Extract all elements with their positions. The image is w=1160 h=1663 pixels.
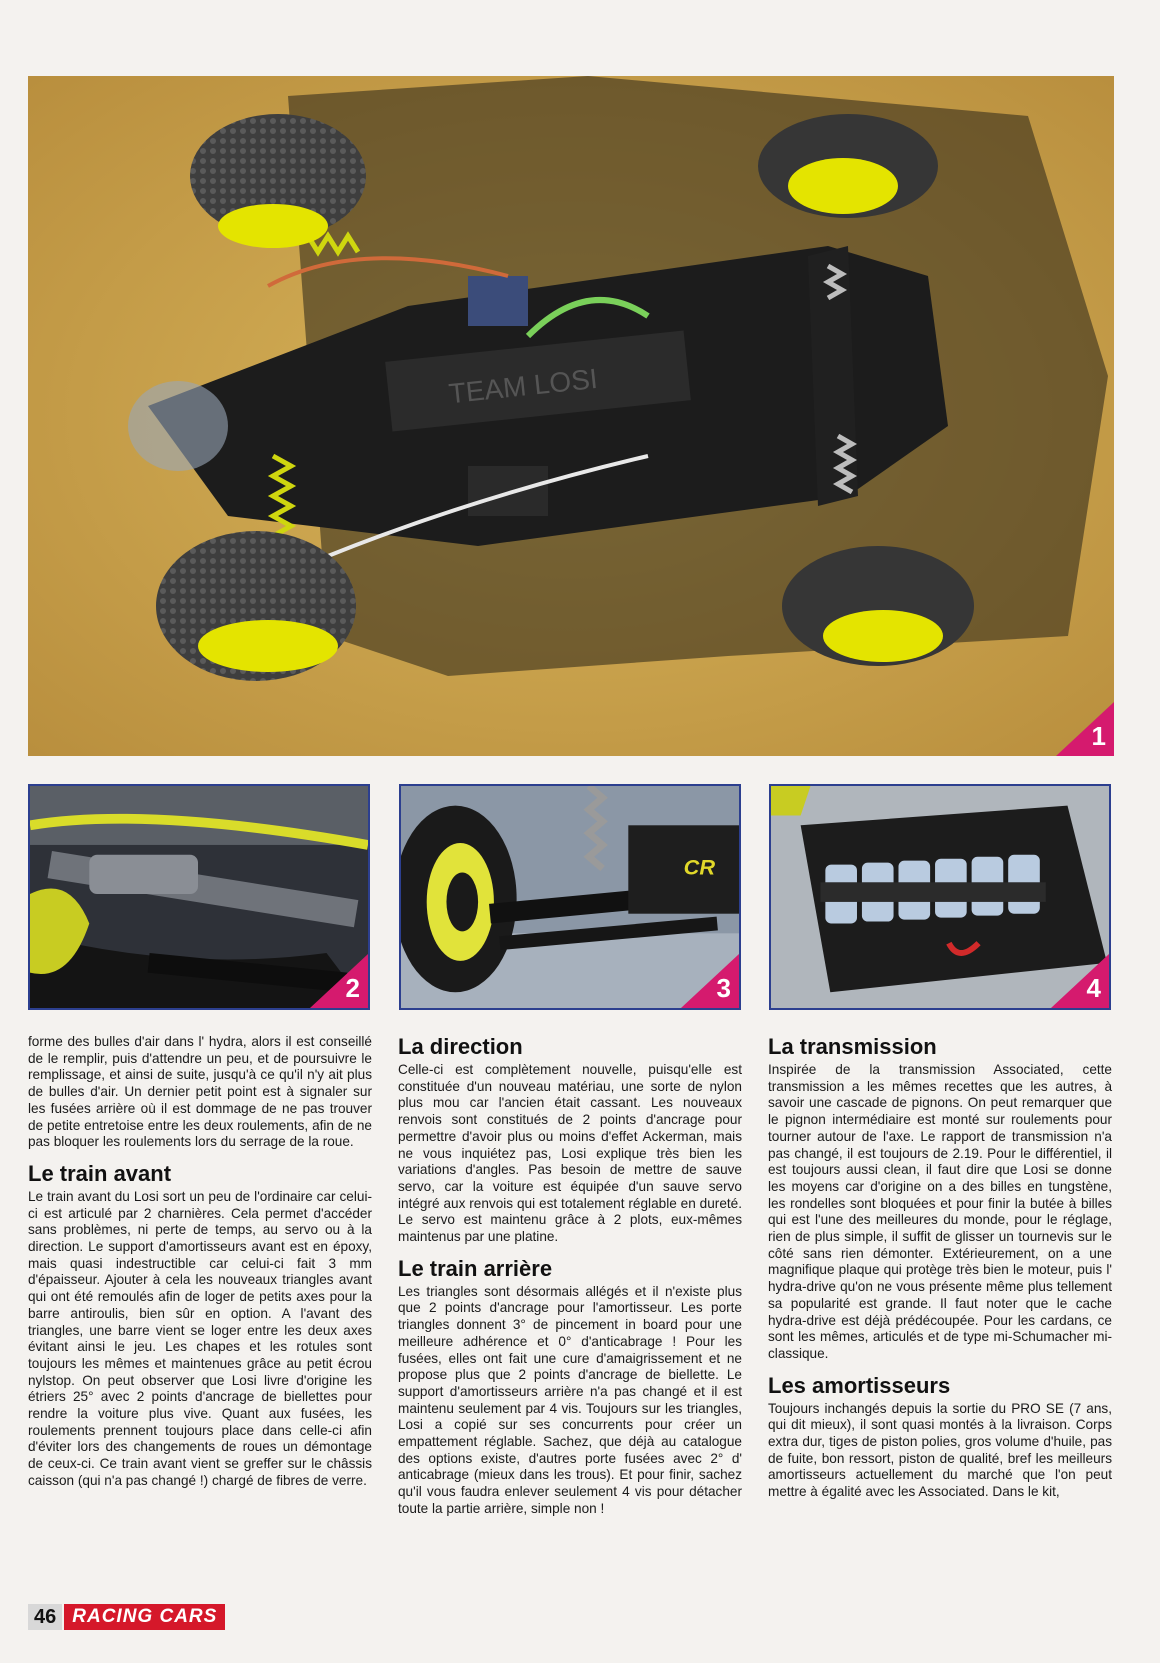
- photo-number-badge: [681, 954, 739, 1008]
- heading-train-avant: Le train avant: [28, 1160, 172, 1186]
- heading-direction: La direction: [398, 1034, 523, 1059]
- photo-3-front-wheel: [399, 784, 741, 1010]
- paragraph-train-arriere: Les triangles sont désormais allégés et il n'existe plus que 2 points d'ancrage pour l'amortisseur. Les porte triangles donnent 3° de pincement in board pour une meilleure adhérence et 0° d'anticabrage ! Pour les fusées, elles ont fait une cure d'amaigrissement et ne propose plus que 2 points d'ancrage de biellette. Le support d'amortisseurs arrière n'a pas changé et il est maintenu seulement par 4 vis. Toujours sur les triangles, Losi a copié sur ses concurrents pour créer un empattement réglable. Sachez, que déjà au catalogue des options existe, d'autres porte fusées avec 2° d' anticabrage (mieux dans les trous). Et pour finir, sachez qu'il vous faudra enlever seulement 4 vis pour détacher toute la partie arrière, simple non !: [398, 1283, 742, 1516]
- svg-text:CR: CR: [683, 854, 716, 880]
- photo-number: 1: [1091, 721, 1106, 751]
- heading-transmission: La transmission: [768, 1034, 937, 1059]
- photo-number-badge: [1051, 954, 1109, 1008]
- paragraph-transmission: Inspirée de la transmission Associated, cette transmission a les mêmes recettes que les autres, à savoir une cascade de pignons. On peut remarquer que le pignon intermédiaire est monté sur roulements pour tourner autour de l'axe. Le rapport de transmission n'a pas changé, il est toujours de 2.19. Pour le différentiel, il est toujours aussi clean, il faut dire que Losi se donne les moyens car d'origine on a des billes en tungstène, les rondelles sont bloquées et pour finir la butée à billes qui est l'une des meilleures du monde, pour le réglage, rien de plus simple, il suffit de glisser un tournevis sur le côté sans rien démonter. Extérieurement, on a une magnifique plaque qui protège très bien le moteur, puis l' hydra-drive qu'on ne vous présente même plus tellement sa popularité est grande. Il faut noter que le cache hydra-drive est déjà prédécoupée. Pour les cardans, ce sont les mêmes, articulés et de type mi-Schumacher mi-classique.: [768, 1062, 1112, 1361]
- buggy-overhead-illustration: [28, 76, 1114, 756]
- svg-text:TEAM LOSI: TEAM LOSI: [447, 362, 600, 410]
- heading-train-arriere: Le train arrière: [398, 1255, 553, 1281]
- page-footer: [28, 1604, 225, 1630]
- photo-number-badge: [310, 954, 368, 1008]
- photo-number: 4: [1086, 973, 1101, 1003]
- photo-4-battery-tray: [769, 784, 1111, 1010]
- text-column-left: [28, 1034, 372, 1490]
- text-column-middle: [398, 1034, 742, 1518]
- photo-number-badge: [1056, 702, 1114, 756]
- photo-number: 2: [345, 973, 360, 1003]
- photo-1-buggy-overhead: [28, 76, 1114, 756]
- photo-2-rear-suspension: [28, 784, 370, 1010]
- photo-number: 3: [716, 973, 731, 1003]
- text-column-right: [768, 1034, 1112, 1501]
- paragraph-direction: Celle-ci est complètement nouvelle, puisqu'elle est constituée d'un nouveau matériau, une sorte de nylon plus mou car l'ancien était cassant. Les nouveaux renvois sont constitués de 2 points d'ancrage pour permettre d'avoir plus ou moins d'effet Ackerman, mais ne vous inquiétez pas, Losi explique très bien les variations d'angles. Pas besoin de mettre de sauve servo, car la voiture est équipée d'un sauve servo intégré aux renvois qui est totalement réglable en dureté. Le servo est maintenu grâce à 2 plots, eux-mêmes maintenus par une platine.: [398, 1062, 742, 1245]
- paragraph-train-avant: Le train avant du Losi sort un peu de l'ordinaire car celui-ci est articulé par 2 charnières. Cela permet d'accéder sans problèmes, ni perte de temps, au servo ou à la direction. Le support d'amortisseurs avant est en époxy, mais quasi indestructible car celui-ci fait 3 mm d'épaisseur. Ajouter à cela les nouveaux triangles avant qui ont été remoulés afin de loger de petits axes pour la barre antiroulis, bien sûr en option. A l'avant des triangles, une barre vient se loger entre les deux axes évitant ainsi le jeu. Les chapes et les rotules sont toujours les mêmes et maintenues grâce au petit écrou nylstop. On peut observer que Losi livre d'origine les étriers 25° avec 2 points d'ancrage de biellettes pour rendre la voiture plus vive. Quant aux fusées, les roulements prennent toujours place dans celle-ci afin d'éviter lors des changements de roues un démontage de ceux-ci. Ce train avant vient se greffer sur le châssis caisson (qui n'a pas changé !) chargé de fibres de verre.: [28, 1188, 372, 1488]
- page-number: 46: [28, 1604, 62, 1630]
- paragraph-intro: forme des bulles d'air dans l' hydra, alors il est conseillé de le remplir, puis d'attendre un peu, et de poursuivre le remplissage, et ainsi de suite, jusqu'à ce qu'il n'y ait plus de bulles d'air. Un dernier petit point est à signaler sur les fusées arrière où il est dommage de ne pas trouver de petite entretoise entre les deux roulements, afin de ne pas bloquer les roulements lors du serrage de la roue.: [28, 1034, 372, 1150]
- heading-amortisseurs: Les amortisseurs: [768, 1372, 951, 1398]
- magazine-logo: RACING CARS: [64, 1604, 225, 1630]
- paragraph-amortisseurs: Toujours inchangés depuis la sortie du PRO SE (7 ans, qui dit mieux), il sont quasi montés à la livraison. Corps extra dur, tiges de piston polies, gros volume d'huile, pas de fuite, bon ressort, piston de qualité, bref les meilleurs amortisseurs actuellement du marché que l'on peut mettre à égalité avec les Associated. Dans le kit,: [768, 1400, 1112, 1500]
